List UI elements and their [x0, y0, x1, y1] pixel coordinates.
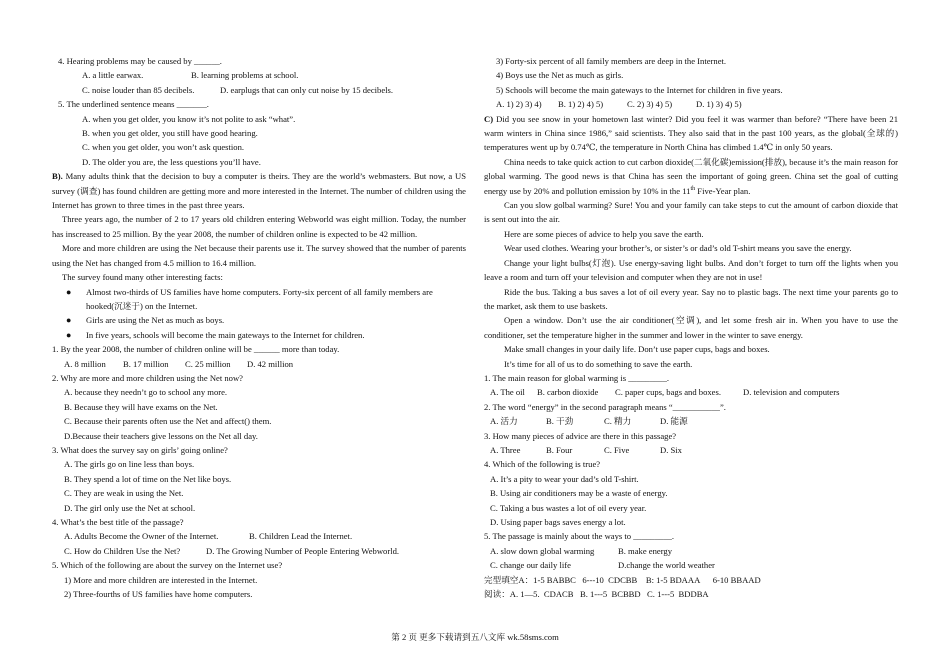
question-b1-stem: 1. By the year 2008, the number of children online will be ______ more than today. [52, 344, 340, 355]
page-footer: 第 2 页 更多下载请到五八文库 wk.58sms.com [391, 632, 559, 642]
option-a: A. It’s a pity to wear your dad’s old T-shirt. [490, 473, 639, 484]
passage-c-paragraph-7: Ride the bus. Taking a bus saves a lot of oil every year. Say no to plastic bags. The next time your parents go to the market, ask them to use baskets. [484, 286, 898, 311]
option-c: C. noise louder than 85 decibels. [82, 84, 195, 95]
option-b: B. 干劲 [546, 416, 574, 427]
option-c: C. Taking a bus wastes a lot of oil every year. [490, 502, 647, 513]
option-d: D. 42 million [247, 358, 294, 369]
question-c1-options [484, 385, 898, 399]
option-b: B. Because they will have exams on the Net. [64, 401, 218, 412]
passage-c-paragraph-3: Can you slow golbal warming? Sure! You and your family can take steps to cut the amount of carbon dioxide that is sent out into the air. [484, 200, 898, 225]
option-c: C. when you get older, you won’t ask question. [82, 142, 245, 153]
passage-c-paragraph-5: Wear used clothes. Wearing your brother’s, or sister’s or dad’s old T-shirt means you save the energy. [504, 243, 852, 254]
question-c3-options [484, 443, 898, 457]
option-a: A. when you get older, you know it’s not polite to ask “what”. [82, 113, 296, 124]
statement-3: 3) Forty-six percent of all family members are deep in the Internet. [496, 56, 727, 66]
option-d: D. The older you are, the less questions you’ll have. [82, 156, 261, 167]
bullet-icon: ● [66, 329, 72, 340]
statement-4: 4) Boys use the Net as much as girls. [496, 70, 624, 81]
option-d: D. earplugs that can only cut noise by 15 decibels. [220, 84, 394, 95]
passage-c-paragraph-4: Here are some pieces of advice to help you save the earth. [504, 228, 704, 239]
option-a: A. Three [490, 444, 521, 455]
question-b5-options [484, 97, 898, 111]
option-b: B. 17 million [123, 358, 169, 369]
passage-b-paragraph-3: More and more children are using the Net because their parents use it. The survey showed that the number of parents using the Net has changed from 4.5 million to 16.4 million. [52, 243, 466, 268]
question-4-stem: 4. Hearing problems may be caused by ______. [58, 56, 222, 66]
bullet-item: ● Girls are using the Net as much as boys. [52, 313, 466, 327]
statement-5: 5) Schools will become the main gateways to the Internet for children in five years. [496, 84, 783, 95]
question-c2-stem: 2. The word “energy” in the second paragraph means “___________”. [484, 401, 726, 412]
passage-c-paragraph-9: Make small changes in your daily life. Don’t use paper cups, bags and boxes. [504, 344, 770, 355]
option-a: A. The girls go on line less than boys. [64, 459, 195, 470]
statement-2: 2) Three-fourths of US families have home computers. [64, 589, 253, 600]
passage-c-paragraph-10: It’s time for all of us to do something to save the earth. [504, 358, 693, 369]
question-b4-options-ab [52, 529, 466, 543]
option-a: A. The oil [490, 387, 525, 398]
option-d: D. Six [660, 444, 682, 455]
passage-b-paragraph-2: Three years ago, the number of 2 to 17 years old children entering Webworld was eight million. Today, the number has inscreased to 25 million. By the year 2008, the number of children online is expected to be 42 million. [52, 214, 466, 239]
option-b: B. Four [546, 444, 573, 455]
question-c5-options-ab [484, 544, 898, 558]
question-c5-options-cd [484, 558, 898, 572]
question-b1-options [52, 357, 466, 371]
answer-key-2: 阅读：A. 1—5. CDACB B. 1---5 BCBBD C. 1---5 BDDBA [484, 589, 709, 600]
question-c3-stem: 3. How many pieces of advice are there in this passage? [484, 430, 677, 441]
bullet-icon: ● [66, 315, 72, 326]
answer-key-1: 完型填空A：1-5 BABBC 6---10 CDCBB B: 1-5 BDAAA 6-10 BBAAD [484, 574, 761, 585]
passage-c-paragraph-1: C) Did you see snow in your hometown last winter? Did you feel it was warmer than before? “There have been 21 warm winters in China since 1986,” said scientists. They also said that in the past 100 years, as the global(全球的) temperatures went up by 0.74℃, the temperature in North China has climbed 1.4℃ in only 50 years. [484, 113, 898, 153]
option-d: D. Using paper bags saves energy a lot. [490, 517, 626, 527]
right-column [484, 54, 898, 601]
bullet-item: ● In five years, schools will become the main gateways to the Internet for children. [52, 328, 466, 342]
passage-c-label: C) [484, 113, 494, 124]
bullet-icon: ● [66, 286, 72, 297]
option-a: A. 8 million [64, 358, 106, 369]
option-c: C. Because their parents often use the Net and affect() them. [64, 416, 272, 427]
question-b2-stem: 2. Why are more and more children using the Net now? [52, 372, 243, 383]
option-d: D. television and computers [743, 387, 840, 398]
left-column [52, 54, 466, 601]
option-a: A. Adults Become the Owner of the Internet. [64, 531, 219, 542]
option-b: B. when you get older, you still have good hearing. [82, 128, 258, 139]
question-c5-stem: 5. The passage is mainly about the ways to _________. [484, 531, 675, 542]
question-4-options-ab [52, 68, 466, 82]
option-c: C. 2) 3) 4) 5) [627, 99, 673, 110]
option-a: A. slow down global warming [490, 545, 595, 556]
option-c: C. They are weak in using the Net. [64, 488, 184, 499]
option-b: B. Children Lead the Internet. [249, 531, 353, 542]
question-b5-stem: 5. Which of the following are about the survey on the Internet use? [52, 560, 283, 571]
question-b4-options-cd [52, 544, 466, 558]
option-b: B. 1) 2) 4) 5) [558, 99, 604, 110]
question-5-stem: 5. The underlined sentence means _______. [58, 99, 209, 110]
option-d: D.Because their teachers give lessons on the Net all day. [64, 430, 258, 441]
question-c1-stem: 1. The main reason for global warming is _________. [484, 372, 670, 383]
passage-b-paragraph-1: B). Many adults think that the decision to buy a computer is theirs. They are the world’s webmasters. But now, a US survey (调查) has found children are getting more and more interested in the Internet. The number of children using the Internet has grown to three times in the past three years. [52, 171, 466, 211]
option-d: D. The girl only use the Net at school. [64, 502, 196, 513]
option-b: B. They spend a lot of time on the Net like boys. [64, 473, 232, 484]
option-c: C. Five [604, 444, 630, 455]
option-a: A. a little earwax. [82, 70, 144, 81]
option-d: D. The Growing Number of People Entering Webworld. [206, 545, 400, 556]
option-a: A. 1) 2) 3) 4) [496, 99, 542, 110]
option-c: C. change our daily life [490, 560, 571, 571]
passage-b-label: B). [52, 171, 63, 182]
option-b: B. learning problems at school. [191, 70, 299, 81]
option-d: D. 能源 [660, 416, 688, 427]
passage-b-paragraph-4: The survey found many other interesting facts: [62, 272, 223, 283]
option-c: C. 精力 [604, 416, 632, 427]
question-b4-stem: 4. What’s the best title of the passage? [52, 517, 184, 527]
option-b: B. carbon dioxide [537, 387, 599, 398]
question-c4-stem: 4. Which of the following is true? [484, 459, 601, 470]
question-c2-options [484, 414, 898, 428]
option-a: A. because they needn’t go to school any more. [64, 387, 228, 398]
passage-c-paragraph-8: Open a window. Don’t use the air conditioner(空调), and let some fresh air in. When you have to use the conditioner, set the temperature higher in the summer and lower in the winter to save energy. [484, 315, 898, 340]
option-c: C. 25 million [185, 358, 231, 369]
option-d: D. 1) 3) 4) 5) [696, 99, 742, 110]
option-a: A. 活力 [490, 416, 518, 427]
option-b: B. make energy [618, 545, 673, 556]
passage-c-paragraph-6: Change your light bulbs(灯泡). Use energy-saving light bulbs. And don’t forget to turn off the lights when you leave a room and turn off your television and computer when they are not in use! [484, 257, 898, 283]
option-c: C. paper cups, bags and boxes. [615, 387, 721, 398]
question-b3-stem: 3. What does the survey say on girls’ going online? [52, 444, 228, 455]
option-c: C. How do Children Use the Net? [64, 545, 181, 556]
bullet-item: ● Almost two-thirds of US families have home computers. Forty-six percent of all family members are hooked(沉迷于) on the Internet. [66, 286, 433, 311]
statement-1: 1) More and more children are interested in the Internet. [64, 574, 258, 585]
option-d: D.change the world weather [618, 560, 715, 571]
passage-c-paragraph-2: China needs to take quick action to cut carbon dioxide(二氧化碳)emission(排放), because it’s the main reason for global warming. The good news is that China has seen the important of going green. China set the goal of cutting energy use by 20% and pollution emission by 10% in the 11th Five-Year plan. [484, 156, 898, 196]
option-b: B. Using air conditioners may be a waste of energy. [490, 488, 668, 499]
question-4-options-cd [52, 83, 466, 97]
